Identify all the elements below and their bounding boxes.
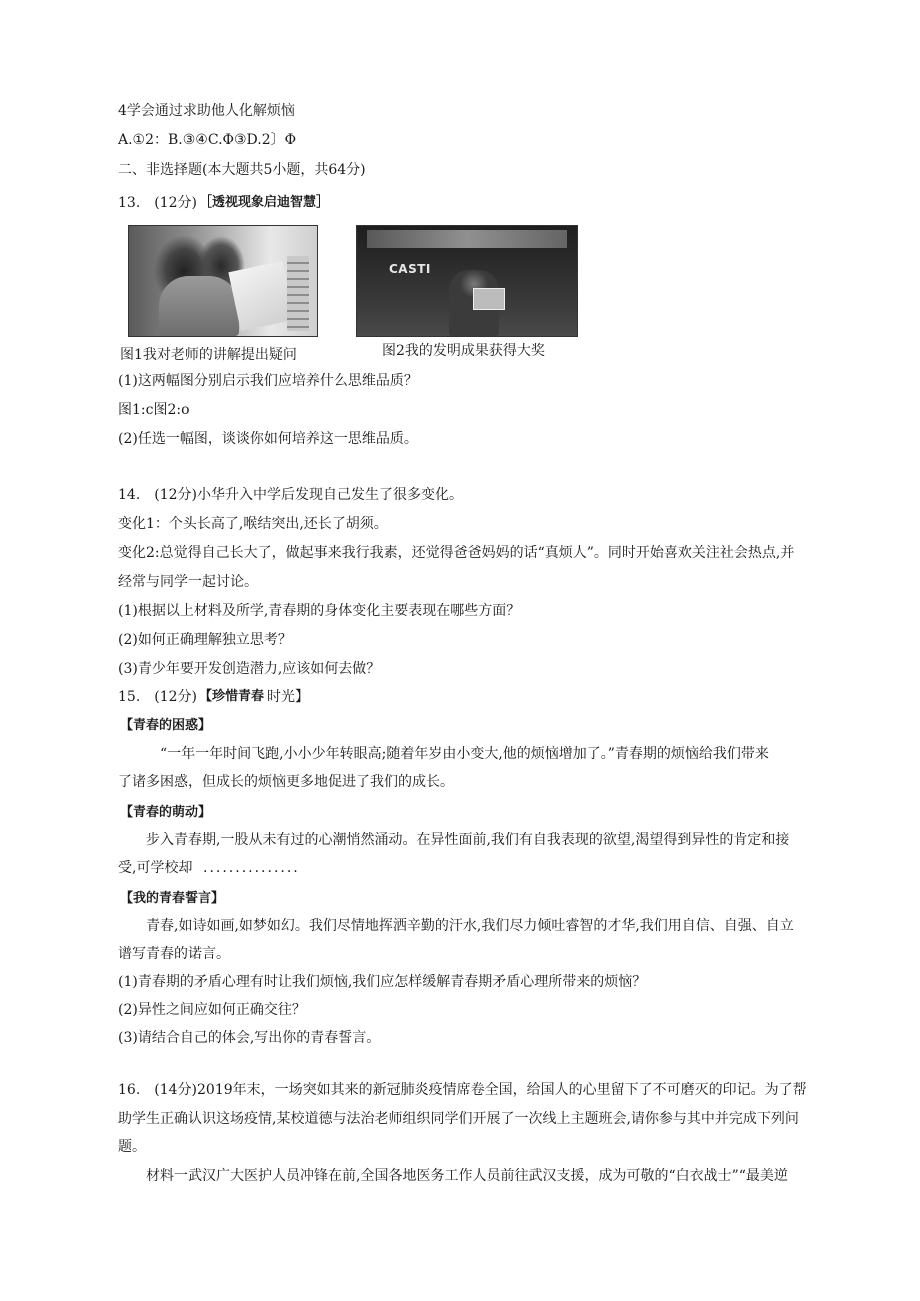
question-13-part-1: (1)这两幅图分别启示我们应培养什么思维品质？ xyxy=(118,373,418,389)
question-14-stem: 14. (12分)小华升入中学后发现自己发生了很多变化。 xyxy=(118,487,464,503)
question-15-number: 15. (12分) xyxy=(118,689,198,705)
pledge-text-2: 谱写青春的诺言。 xyxy=(118,946,230,962)
option-line-4: 4学会通过求助他人化解烦恼 xyxy=(118,103,295,119)
question-16-stem-2: 助学生正确认识这场疫情,某校道德与法治老师组织同学们开展了一次线上主题班会,请你参与其中并完成下列问 xyxy=(118,1111,799,1127)
subheading-stirring: 【青春的萌动】 xyxy=(120,805,212,820)
question-15-topic-tail: 时光】 xyxy=(267,689,309,705)
stirring-text-dots: ............... xyxy=(203,860,300,876)
question-13-answer: 图1:c图2:o xyxy=(118,402,190,418)
photo-sign-text: CASTI xyxy=(389,262,431,276)
question-14-change-1: 变化1：个头长高了,喉结突出,还长了胡须。 xyxy=(118,516,388,532)
stirring-text-1: 步入青春期,一股从未有过的心潮悄然涌动。在异性面前,我们有自我表现的欲望,渴望得到异性的肯定和接 xyxy=(146,832,790,848)
question-13-number: 13. (12分) xyxy=(118,195,198,211)
answer-options: A.①2：B.③④C.Φ③D.2〕Φ xyxy=(118,132,297,148)
photo-shelf-shape xyxy=(287,256,309,331)
question-15-part-3: (3)请结合自己的体会,写出你的青春誓言。 xyxy=(118,1030,381,1046)
confusion-text-2: 了诸多困惑，但成长的烦恼更多地促进了我们的成长。 xyxy=(118,774,454,790)
photo-figure-shape xyxy=(159,276,239,336)
photo-paper-shape xyxy=(228,261,294,331)
question-14-part-2: (2)如何正确理解独立思考？ xyxy=(118,632,292,648)
question-15-part-1: (1)青春期的矛盾心理有时让我们烦恼,我们应怎样缓解青春期矛盾心理所带来的烦恼？ xyxy=(118,974,647,990)
subheading-pledge: 【我的青春誓言】 xyxy=(120,891,225,906)
question-16-stem-1: 16. (14分)2019年末，一场突如其来的新冠肺炎疫情席卷全国，给国人的心里留下了不可磨灭的印记。为了帮 xyxy=(118,1082,807,1098)
figure-2-photo xyxy=(356,225,578,337)
question-15-topic: 【珍惜青春 xyxy=(199,689,265,704)
figure-1-photo xyxy=(128,225,318,337)
question-14-change-2: 变化2:总觉得自己长大了，做起事来我行我素，还觉得爸爸妈妈的话“真烦人”。同时开始喜欢关注社会热点,并 xyxy=(118,545,795,561)
section-heading: 二、非选择题(本大题共5小题，共64分) xyxy=(118,162,366,178)
figure-1-caption: 图1我对老师的讲解提出疑问 xyxy=(120,347,297,363)
figure-2-caption: 图2我的发明成果获得大奖 xyxy=(382,343,545,359)
pledge-text-1: 青春,如诗如画,如梦如幻。我们尽情地挥洒辛勤的汗水,我们尽力倾吐睿智的才华,我们用自信、自强、自立 xyxy=(146,918,794,934)
question-13-part-2: (2)任选一幅图，谈谈你如何培养这一思维品质。 xyxy=(118,431,418,447)
question-14-part-3: (3)青少年要开发创造潜力,应该如何去做？ xyxy=(118,661,381,677)
question-16-stem-3: 题。 xyxy=(118,1139,146,1155)
question-13-topic: ［透视现象启迪智慧］ xyxy=(199,195,330,210)
question-15-part-2: (2)异性之间应如何正确交往？ xyxy=(118,1002,306,1018)
stirring-text-2: 受,可学校却 xyxy=(118,860,193,876)
material-1-text: 材料一武汉广大医护人员冲锋在前,全国各地医务工作人员前往武汉支援，成为可敬的“白衣战士”“最美逆 xyxy=(146,1168,788,1184)
question-14-part-1: (1)根据以上材料及所学,青春期的身体变化主要表现在哪些方面？ xyxy=(118,603,521,619)
confusion-text-1: “一年一年时间飞跑,小小少年转眼高;随着年岁由小变大,他的烦恼增加了。”青春期的烦恼给我们带来 xyxy=(160,746,769,762)
question-14-change-2-cont: 经常与同学一起讨论。 xyxy=(118,574,258,590)
subheading-confusion: 【青春的困惑】 xyxy=(120,718,212,733)
photo-prize-shape xyxy=(473,288,505,310)
photo-banner-shape xyxy=(367,230,567,248)
